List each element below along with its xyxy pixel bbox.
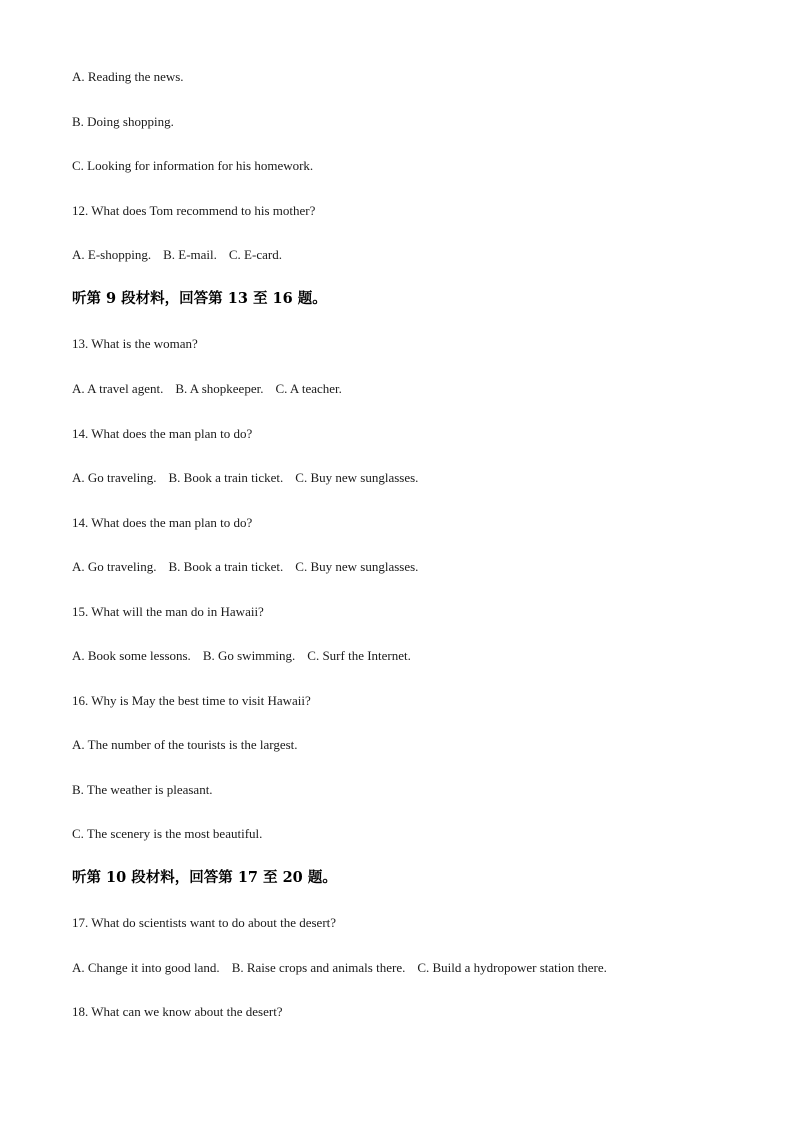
q16-question: 16. Why is May the best time to visit Hawaii? (72, 693, 311, 708)
q14-option-c: C. Buy new sunglasses. (295, 470, 419, 485)
q15-option-b: B. Go swimming. (202, 648, 296, 663)
q17-option-a: A. Change it into good land. (72, 960, 220, 975)
q14r-option-a: A. Go traveling. (72, 559, 157, 574)
q15-option-c: C. Surf the Internet. (307, 648, 411, 663)
q14-option-b: B. Book a train ticket. (168, 470, 284, 485)
q14-options (72, 470, 418, 486)
q12-option-b: B. E-mail. (163, 247, 217, 262)
q17-option-b: B. Raise crops and animals there. (231, 960, 406, 975)
q11-option-a: A. Reading the news. (72, 69, 184, 84)
q14-question-repeat: 14. What does the man plan to do? (72, 515, 253, 530)
q18-question: 18. What can we know about the desert? (72, 1004, 283, 1019)
q14r-option-c: C. Buy new sunglasses. (295, 559, 419, 574)
section-heading-10: 听第 10 段材料，回答第 17 至 20 题。 (72, 869, 337, 886)
q12-option-a: A. E-shopping. (72, 247, 152, 262)
q13-option-b: B. A shopkeeper. (175, 381, 264, 396)
q13-option-c: C. A teacher. (275, 381, 342, 396)
q14-question: 14. What does the man plan to do? (72, 426, 253, 441)
section-heading-9: 听第 9 段材料，回答第 13 至 16 题。 (72, 290, 327, 307)
q15-question: 15. What will the man do in Hawaii? (72, 604, 264, 619)
q16-option-c: C. The scenery is the most beautiful. (72, 826, 263, 841)
q14r-option-b: B. Book a train ticket. (168, 559, 284, 574)
q12-option-c: C. E-card. (228, 247, 282, 262)
q14-option-a: A. Go traveling. (72, 470, 157, 485)
q12-options (72, 247, 282, 263)
q17-question: 17. What do scientists want to do about the desert? (72, 915, 337, 930)
q13-options (72, 381, 342, 397)
q13-option-a: A. A travel agent. (72, 381, 164, 396)
q16-option-b: B. The weather is pleasant. (72, 782, 213, 797)
q17-option-c: C. Build a hydropower station there. (417, 960, 607, 975)
q12-question: 12. What does Tom recommend to his mother? (72, 203, 316, 218)
q11-option-b: B. Doing shopping. (72, 114, 174, 129)
q15-option-a: A. Book some lessons. (72, 648, 191, 663)
q17-options (72, 960, 607, 976)
q11-option-c: C. Looking for information for his homework. (72, 158, 314, 173)
q16-option-a: A. The number of the tourists is the largest. (72, 737, 298, 752)
q14-options-repeat (72, 559, 418, 575)
q13-question: 13. What is the woman? (72, 336, 198, 351)
q15-options (72, 648, 411, 664)
